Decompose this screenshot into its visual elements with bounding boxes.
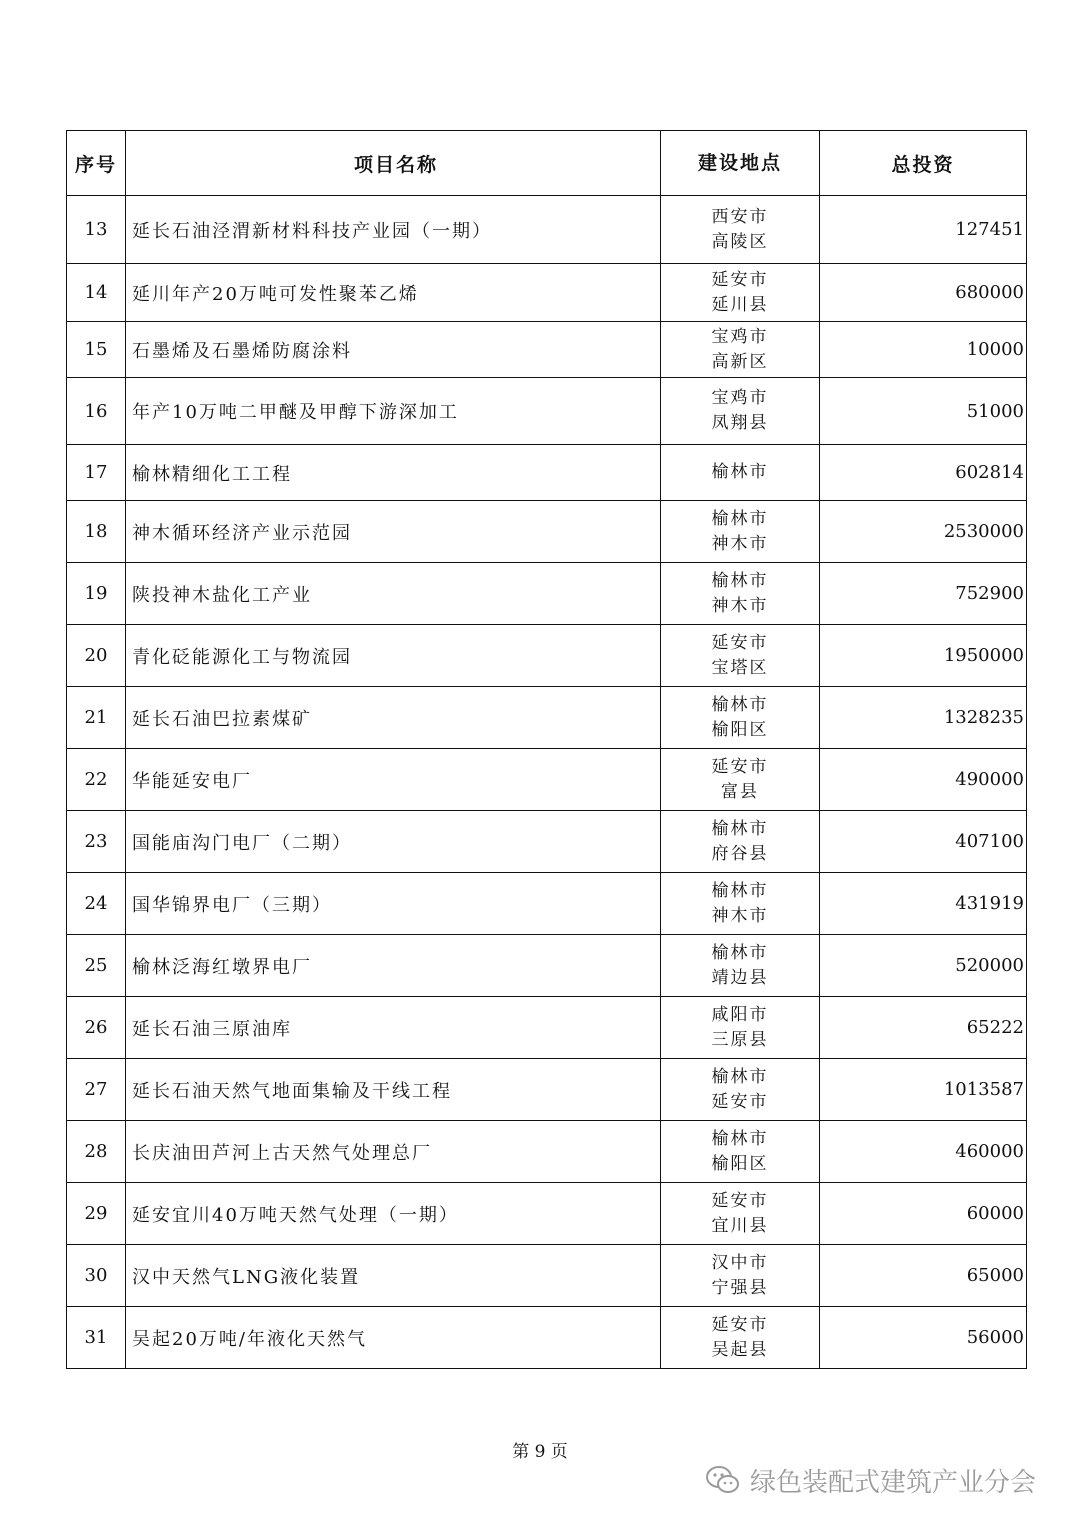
row-location <box>661 749 820 811</box>
table-row <box>67 1307 1027 1369</box>
location-line: 延安市 <box>711 632 769 653</box>
location-line: 延川县 <box>711 294 769 315</box>
table-row <box>67 378 1027 445</box>
row-name: 年产10万吨二甲醚及甲醇下游深加工 <box>126 378 661 445</box>
row-no: 30 <box>67 1245 126 1307</box>
location-line: 西安市 <box>711 206 769 227</box>
row-name: 延长石油泾渭新材料科技产业园（一期） <box>126 196 661 264</box>
row-investment: 680000 <box>820 264 1027 322</box>
table-row <box>67 1245 1027 1307</box>
location-line: 榆林市 <box>711 880 769 901</box>
location-line: 榆林市 <box>711 508 769 529</box>
row-no: 31 <box>67 1307 126 1369</box>
row-name: 神木循环经济产业示范园 <box>126 501 661 563</box>
location-line: 榆林市 <box>711 462 769 482</box>
table-row <box>67 264 1027 322</box>
location-line: 凤翔县 <box>711 413 769 433</box>
row-name: 国华锦界电厂（三期） <box>126 873 661 935</box>
row-investment: 51000 <box>820 378 1027 445</box>
location-line: 宝鸡市 <box>711 326 769 347</box>
location-line: 榆林市 <box>711 942 769 963</box>
row-name: 华能延安电厂 <box>126 749 661 811</box>
row-investment: 1013587 <box>820 1059 1027 1121</box>
row-no: 20 <box>67 625 126 687</box>
location-line: 延安市 <box>711 1190 769 1211</box>
row-name: 汉中天然气LNG液化装置 <box>126 1245 661 1307</box>
row-investment: 520000 <box>820 935 1027 997</box>
table-row <box>67 997 1027 1059</box>
location-line: 延安市 <box>711 1314 769 1335</box>
table-row <box>67 1121 1027 1183</box>
row-location <box>661 873 820 935</box>
row-investment: 752900 <box>820 563 1027 625</box>
projects-table <box>66 130 1027 1369</box>
row-location <box>661 1245 820 1307</box>
row-name: 榆林精细化工工程 <box>126 445 661 501</box>
row-no: 29 <box>67 1183 126 1245</box>
header-investment: 总投资 <box>820 131 1027 196</box>
location-line: 延安市 <box>711 269 769 290</box>
row-no: 25 <box>67 935 126 997</box>
row-investment: 460000 <box>820 1121 1027 1183</box>
watermark <box>706 1460 1036 1500</box>
location-line: 吴起县 <box>711 1339 769 1360</box>
location-line: 府谷县 <box>711 843 769 864</box>
row-name: 国能庙沟门电厂（二期） <box>126 811 661 873</box>
location-line: 榆林市 <box>711 694 769 715</box>
table-row <box>67 687 1027 749</box>
location-line: 榆林市 <box>711 818 769 839</box>
row-no: 13 <box>67 196 126 264</box>
row-name: 陕投神木盐化工产业 <box>126 563 661 625</box>
row-location <box>661 1183 820 1245</box>
row-name: 青化砭能源化工与物流园 <box>126 625 661 687</box>
row-no: 28 <box>67 1121 126 1183</box>
location-line: 靖边县 <box>711 967 769 988</box>
header-name: 项目名称 <box>126 131 661 196</box>
row-location <box>661 196 820 264</box>
row-location <box>661 687 820 749</box>
table-row <box>67 1059 1027 1121</box>
row-investment: 431919 <box>820 873 1027 935</box>
row-location <box>661 378 820 445</box>
row-no: 17 <box>67 445 126 501</box>
page-number: 第 9 页 <box>512 1442 568 1462</box>
location-line: 榆阳区 <box>711 1153 769 1174</box>
location-line: 宁强县 <box>711 1277 769 1298</box>
table-row <box>67 1183 1027 1245</box>
row-no: 19 <box>67 563 126 625</box>
row-no: 18 <box>67 501 126 563</box>
table-row <box>67 322 1027 378</box>
row-investment: 65000 <box>820 1245 1027 1307</box>
location-line: 咸阳市 <box>711 1004 769 1025</box>
location-line: 宝鸡市 <box>711 388 769 408</box>
row-investment: 407100 <box>820 811 1027 873</box>
watermark-text: 绿色装配式建筑产业分会 <box>750 1467 1037 1498</box>
row-location <box>661 935 820 997</box>
table-row <box>67 811 1027 873</box>
row-location <box>661 625 820 687</box>
location-line: 榆阳区 <box>711 719 769 740</box>
row-investment: 56000 <box>820 1307 1027 1369</box>
row-no: 21 <box>67 687 126 749</box>
location-line: 宜川县 <box>711 1215 769 1236</box>
row-investment: 65222 <box>820 997 1027 1059</box>
table-row <box>67 749 1027 811</box>
row-name: 延川年产20万吨可发性聚苯乙烯 <box>126 264 661 322</box>
row-location <box>661 1059 820 1121</box>
row-location <box>661 1121 820 1183</box>
row-no: 26 <box>67 997 126 1059</box>
row-no: 14 <box>67 264 126 322</box>
location-line: 高陵区 <box>711 231 769 252</box>
location-line: 三原县 <box>711 1029 769 1050</box>
row-investment: 60000 <box>820 1183 1027 1245</box>
row-location <box>661 1307 820 1369</box>
location-line: 高新区 <box>711 351 769 372</box>
location-line: 延安市 <box>711 1091 769 1112</box>
row-no: 27 <box>67 1059 126 1121</box>
wechat-icon <box>706 1465 740 1495</box>
row-location <box>661 264 820 322</box>
location-line: 榆林市 <box>711 1066 769 1087</box>
row-name: 榆林泛海红墩界电厂 <box>126 935 661 997</box>
table-row <box>67 625 1027 687</box>
row-investment: 490000 <box>820 749 1027 811</box>
table-row <box>67 563 1027 625</box>
location-line: 宝塔区 <box>711 657 769 678</box>
row-investment: 602814 <box>820 445 1027 501</box>
location-line: 神木市 <box>711 533 769 554</box>
row-investment: 127451 <box>820 196 1027 264</box>
row-no: 24 <box>67 873 126 935</box>
row-name: 吴起20万吨/年液化天然气 <box>126 1307 661 1369</box>
row-no: 23 <box>67 811 126 873</box>
location-line: 榆林市 <box>711 1128 769 1149</box>
row-investment: 10000 <box>820 322 1027 378</box>
location-line: 神木市 <box>711 595 769 616</box>
header-no: 序号 <box>67 131 126 196</box>
row-name: 延长石油巴拉素煤矿 <box>126 687 661 749</box>
row-name: 延安宜川40万吨天然气处理（一期） <box>126 1183 661 1245</box>
row-name: 延长石油三原油库 <box>126 997 661 1059</box>
row-no: 15 <box>67 322 126 378</box>
table-row <box>67 935 1027 997</box>
row-investment: 2530000 <box>820 501 1027 563</box>
table-row <box>67 501 1027 563</box>
table-body <box>67 196 1027 1369</box>
row-no: 16 <box>67 378 126 445</box>
table-row <box>67 873 1027 935</box>
location-line: 榆林市 <box>711 570 769 591</box>
row-location <box>661 322 820 378</box>
table-header-row <box>67 131 1027 196</box>
location-line: 神木市 <box>711 905 769 926</box>
row-location <box>661 501 820 563</box>
row-location <box>661 563 820 625</box>
row-name: 长庆油田芦河上古天然气处理总厂 <box>126 1121 661 1183</box>
row-location <box>661 811 820 873</box>
header-location: 建设地点 <box>661 131 820 196</box>
row-investment: 1950000 <box>820 625 1027 687</box>
table-row <box>67 196 1027 264</box>
row-name: 石墨烯及石墨烯防腐涂料 <box>126 322 661 378</box>
row-no: 22 <box>67 749 126 811</box>
row-location <box>661 445 820 501</box>
row-investment: 1328235 <box>820 687 1027 749</box>
row-name: 延长石油天然气地面集输及干线工程 <box>126 1059 661 1121</box>
location-line: 汉中市 <box>711 1252 769 1273</box>
table-row <box>67 445 1027 501</box>
location-line: 富县 <box>721 781 759 802</box>
row-location <box>661 997 820 1059</box>
location-line: 延安市 <box>711 756 769 777</box>
